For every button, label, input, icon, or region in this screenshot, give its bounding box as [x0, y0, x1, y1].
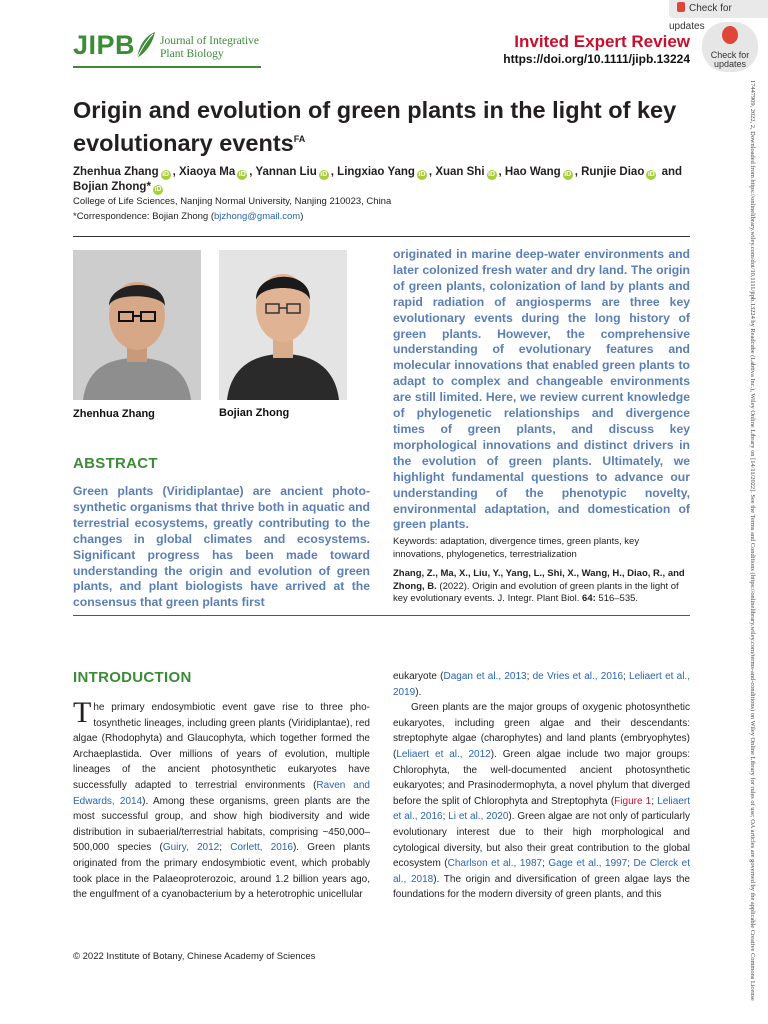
- abstract-text-right: originated in marine deep-water environments and later colonized fresh water and dry land. The origin of green plants, colonization of land by plants and rapid radiation of angiosperms are three key evolutionary events during the long history of green plants. However, the comprehensive understanding of evolutionary features and molecular innovations that enabled green plants to adapt to complex and changeable environments are still limited. Here, we review current knowledge of phylogenetic relationships and divergence times of green plants, and discuss key morphological innovations and distinct drivers in the evolution of green plants. Ultimately, we highlight fundamental questions to advance our understanding of the phenotypic novelty, environmental adaptation, and domestication of green plants.: [393, 247, 690, 532]
- reference-link[interactable]: Corlett, 2016: [230, 842, 293, 854]
- orcid-icon[interactable]: iD: [320, 171, 328, 178]
- author: Xuan Shi: [435, 166, 485, 178]
- journal-name-line2: Plant Biology: [160, 48, 224, 60]
- abstract-divider: [73, 615, 690, 616]
- journal-logo: [73, 30, 263, 70]
- abstract-text-left: Green plants (Viridiplantae) are ancient photosynthetic organisms that thrive both in aquatic and terrestrial ecosystems, greatly contributing to the changes in global climates and ecosystems. Significant progress has been made toward understanding the origin and evolution of green plants, and plant biologists have arrived at the consensus that green plants first: [73, 484, 370, 610]
- article-type: Invited Expert Review: [514, 32, 690, 51]
- orcid-icon[interactable]: iD: [488, 171, 496, 178]
- copyright-footer: © 2022 Institute of Botany, Chinese Academy of Sciences: [73, 951, 316, 962]
- paragraph: Green plants are the major groups of oxygenic photosynthetic eukaryotes, including green algae and their descendants: streptophyte algae (charophytes) and land plants (embryophytes) (Leliaert et al., 2012). Green algae include two major groups: Chlorophyta, the well-documented ancient photosynthetic eukaryotes; and Prasinodermophyta, a novel phylum that diverged before the split of Chlorophyta and Streptophyta (Figure 1; Leliaert et al., 2016; Li et al., 2020). Green algae are not only of particularly evolutionary interest due to their high morphological and cytological diversity, but also their great contribution to the global ecosystem (Charlson et al., 1987; Gage et al., 1997; De Clerck et al., 2018). The origin and diversification of green algae lays the foundations for the modern diversity of green plants, and this: [393, 702, 691, 901]
- photo-caption: Zhenhua Zhang: [73, 408, 155, 420]
- reference-link[interactable]: Raven and Edwards, 2014: [73, 779, 370, 807]
- updates-label: updates: [713, 59, 747, 69]
- orcid-icon[interactable]: iD: [238, 171, 246, 178]
- introduction-heading: INTRODUCTION: [73, 669, 192, 686]
- reference-link[interactable]: Gage et al., 1997: [548, 858, 628, 870]
- person-icon: [219, 250, 347, 400]
- figure-link[interactable]: Figure 1: [614, 795, 652, 807]
- reference-link[interactable]: Li et al., 2020: [448, 811, 509, 823]
- reference-link[interactable]: Dagan et al., 2013: [443, 671, 527, 682]
- introduction-paragraph-right: eukaryote (Dagan et al., 2013; de Vries et al., 2016; Leliaert et al., 2019). Green plants are the major groups of oxygenic photosynthetic eukaryotes, including green algae and their descendants: streptophyte algae (charophytes) and land plants (embryophytes) (Leliaert et al., 2012). Green algae include two major groups: Chlorophyta, the well-documented ancient photosynthetic eukaryotes; and Prasinodermophyta, a novel phylum that diverged before the split of Chlorophyta and Streptophyta (Figure 1; Leliaert et al., 2016; Li et al., 2020). Green algae are not only of particularly evolutionary interest due to their high morphological and cytological diversity, but also their great contribution to the global ecosystem (Charlson et al., 1987; Gage et al., 1997; De Clerck et al., 2018). The origin and diversification of green algae lays the foundations for the modern diversity of green plants, and this: [393, 669, 690, 903]
- correspondence: *Correspondence: Bojian Zhong (bjzhong@gmail.com): [73, 211, 304, 222]
- side-margin-notice: 17447909, 2022, 2, Downloaded from https://onlinelibrary.wiley.com/doi/10.1111/jipb.13224 by Readcube (Labtiva Inc.), Wiley Online Library on [14/11/2022]. See the Terms and Conditions (https://onlinelibrary.wiley.com/terms-and-conditions) on Wiley Online Library for rules of use; OA articles are governed by the applicable Creative Commons License: [749, 80, 756, 1001]
- introduction-paragraph: The primary endosymbiotic event gave rise to three photosynthetic lineages, including green plants (Viridiplantae), red algae (Rhodophyta) and Glaucophyta, which together formed the Archaeplastida. Over millions of years of evolution, multiple lineages of the ancient photosynthetic eukaryotes have successfully adapted to terrestrial environments (Raven and Edwards, 2014). Among these organisms, green plants are the most successful group, and show high biodiversity and wide distribution in subaerial/terrestrial habitats, comprising ~450,000–500,000 species (Guiry, 2012; Corlett, 2016). Green plants originated from the primary endosymbiotic event, which probably took place in the Palaeoproterozoic, around 1.2 billion years ago, the engulfment of a cyanobacterium by a heterotrophic unicellular: [73, 696, 370, 901]
- reference-link[interactable]: Guiry, 2012: [162, 842, 220, 854]
- title-superscript: FA: [293, 134, 306, 144]
- bookmark-icon: [722, 26, 738, 44]
- keywords: Keywords: adaptation, divergence times, green plants, key innovations, phylogenetics, terrestrialization: [393, 536, 640, 560]
- logo-underline: [73, 66, 261, 68]
- reference-link[interactable]: de Vries et al., 2016: [532, 671, 624, 682]
- abstract-heading: ABSTRACT: [73, 455, 158, 472]
- author-list: Zhenhua Zhang iD , Xiaoya Ma iD , Yannan Liu iD , Lingxiao Yang iD , Xuan Shi iD , Hao Wang iD , Runjie Diao iD and Bojian Zhong* iD: [73, 166, 683, 193]
- author-photo-bojian-zhong: [219, 250, 347, 400]
- leaf-icon: [133, 30, 157, 60]
- author: Hao Wang: [504, 166, 561, 178]
- orcid-icon[interactable]: iD: [564, 171, 572, 178]
- author: Runjie Diao: [581, 166, 645, 178]
- citation: Zhang, Z., Ma, X., Liu, Y., Yang, L., Shi, X., Wang, H., Diao, R., and Zhong, B. (2022). Origin and evolution of green plants in the light of key evolutionary events. J. Integr. Plant Biol. 64: 516–535.: [393, 568, 685, 604]
- email-link[interactable]: bjzhong@gmail.com: [214, 211, 301, 222]
- author: Xiaoya Ma: [179, 166, 236, 178]
- article-title: Origin and evolution of green plants in the light of key evolutionary events$^{FA}$: [73, 97, 677, 156]
- orcid-icon[interactable]: iD: [162, 171, 170, 178]
- orcid-icon[interactable]: iD: [647, 171, 655, 178]
- authors-and: and: [661, 166, 683, 178]
- reference-link[interactable]: Leliaert et al., 2019: [393, 671, 690, 698]
- author: Zhenhua Zhang: [73, 166, 159, 178]
- reference-link[interactable]: Leliaert et al., 2016: [393, 795, 691, 823]
- bookmark-icon: [677, 2, 685, 12]
- logo-text: JIPB: [73, 30, 136, 60]
- check-for-updates-tab[interactable]: Check for updates: [669, 0, 768, 18]
- affiliation: College of Life Sciences, Nanjing Normal University, Nanjing 210023, China: [73, 196, 392, 207]
- reference-link[interactable]: Charlson et al., 1987: [447, 858, 543, 870]
- journal-name-line1: Journal of Integrative: [160, 35, 259, 47]
- author: Lingxiao Yang: [337, 166, 415, 178]
- person-icon: [73, 250, 201, 400]
- orcid-icon[interactable]: iD: [418, 171, 426, 178]
- doi-link[interactable]: https://doi.org/10.1111/jipb.13224: [503, 52, 690, 66]
- drop-cap: T: [73, 696, 92, 729]
- photo-caption: Bojian Zhong: [219, 407, 290, 419]
- author: Yannan Liu: [255, 166, 317, 178]
- header-divider: [73, 236, 690, 237]
- check-for-label: Check for: [710, 50, 750, 60]
- orcid-icon[interactable]: iD: [154, 186, 162, 193]
- author: Bojian Zhong: [73, 181, 147, 193]
- reference-link[interactable]: Leliaert et al., 2012: [396, 748, 491, 760]
- check-for-updates-badge[interactable]: [702, 22, 758, 72]
- author-photo-zhenhua-zhang: [73, 250, 201, 400]
- reference-link[interactable]: De Clerck et al., 2018: [393, 858, 690, 885]
